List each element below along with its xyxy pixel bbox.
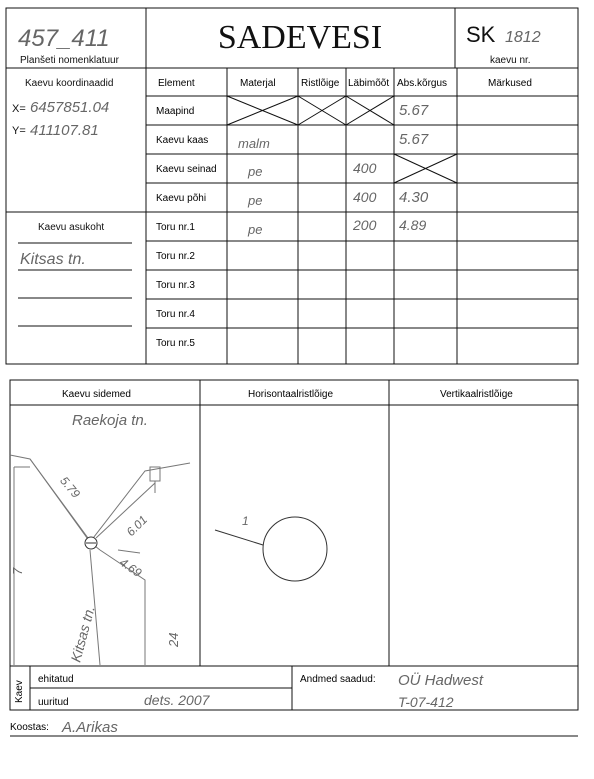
- row-element: Toru nr.5: [156, 338, 195, 349]
- row-element: Kaevu põhi: [156, 193, 207, 204]
- row-element: Toru nr.3: [156, 280, 195, 291]
- sketch-and-footer: [0, 375, 594, 779]
- row-element: Maapind: [156, 106, 195, 117]
- compiled-value: A.Arikas: [62, 719, 118, 736]
- nomenclature-label: Planšeti nomenklatuur: [20, 55, 119, 66]
- row-material: pe: [248, 193, 263, 208]
- house-number-left: 7: [10, 567, 25, 575]
- street-top-label: Raekoja tn.: [72, 412, 148, 429]
- surveyed-label: uuritud: [38, 697, 69, 708]
- compiled-label: Koostas:: [10, 722, 49, 733]
- form-title: SADEVESI: [217, 19, 383, 56]
- nomenclature-value: 457_411: [18, 25, 110, 52]
- sk-number: 1812: [505, 29, 541, 46]
- surveyed-value: dets. 2007: [144, 692, 210, 708]
- row-element: Kaevu kaas: [156, 135, 209, 146]
- row-material: malm: [238, 136, 270, 151]
- row-elevation: 4.30: [399, 189, 429, 206]
- x-prefix: X=: [12, 103, 26, 115]
- coordinates-label: Kaevu koordinaadid: [25, 78, 114, 89]
- well-cross-section: [263, 517, 327, 581]
- site-sketch: [10, 455, 190, 665]
- y-prefix: Y=: [12, 125, 26, 137]
- distance-3: 4.69: [117, 555, 145, 580]
- row-diameter: 200: [353, 217, 377, 233]
- source-value-2: T-07-412: [398, 694, 454, 710]
- row-diameter: 400: [353, 189, 377, 205]
- header-elevation: Abs.kõrgus: [397, 78, 448, 89]
- header-section: Ristlõige: [301, 78, 340, 89]
- sk-prefix: SK: [466, 22, 496, 47]
- location-label: Kaevu asukoht: [38, 222, 105, 233]
- source-value-1: OÜ Hadwest: [398, 672, 484, 689]
- location-value: Kitsas tn.: [20, 251, 86, 268]
- street-side-label: Kitsas tn.: [67, 604, 98, 664]
- distance-2: 6.01: [123, 512, 151, 540]
- source-label: Andmed saadud:: [300, 674, 376, 685]
- built-label: ehitatud: [38, 674, 74, 685]
- pipe-1-label: 1: [242, 514, 249, 528]
- row-element: Toru nr.1: [156, 222, 195, 233]
- y-coordinate: 411107.81: [30, 122, 99, 139]
- col-connections: Kaevu sidemed: [62, 389, 131, 400]
- row-element: Toru nr.4: [156, 309, 195, 320]
- header-element: Element: [158, 78, 195, 89]
- header-material: Materjal: [240, 78, 276, 89]
- header-notes: Märkused: [488, 78, 532, 89]
- header-diameter: Läbimõõt: [348, 78, 390, 89]
- col-vertical: Vertikaalristlõige: [440, 389, 513, 400]
- distance-1: 5.79: [57, 473, 83, 501]
- row-diameter: 400: [353, 160, 377, 176]
- pipe-1-line: [215, 530, 263, 545]
- house-number-right: 24: [166, 632, 181, 647]
- row-elevation: 4.89: [399, 217, 427, 233]
- row-element: Toru nr.2: [156, 251, 195, 262]
- well-number-label: kaevu nr.: [490, 55, 531, 66]
- row-material: pe: [248, 222, 263, 237]
- col-horizontal: Horisontaalristlõige: [248, 389, 334, 400]
- row-element: Kaevu seinad: [156, 164, 217, 175]
- x-coordinate: 6457851.04: [30, 99, 110, 116]
- form-top-grid: [0, 0, 594, 370]
- row-material: pe: [248, 164, 263, 179]
- row-elevation: 5.67: [399, 102, 429, 119]
- row-elevation: 5.67: [399, 131, 429, 148]
- well-side-label: Kaev: [14, 680, 25, 703]
